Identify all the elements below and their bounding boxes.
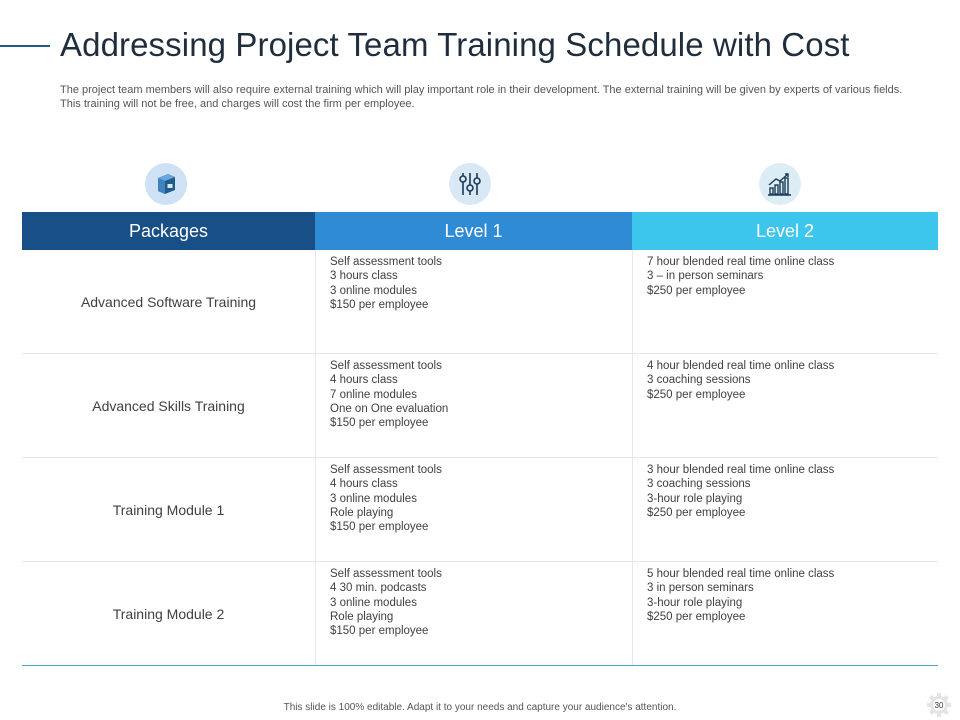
- page-title: Addressing Project Team Training Schedule with Cost: [60, 26, 850, 63]
- detail-line: 3 hour blended real time online class: [647, 464, 835, 476]
- detail-line: $250 per employee: [647, 284, 746, 297]
- table-row: [22, 562, 938, 666]
- level-1-details: [315, 354, 632, 457]
- detail-line: $150 per employee: [330, 417, 429, 430]
- detail-line: Self assessment tools: [330, 256, 442, 268]
- title-rule: [0, 45, 50, 47]
- table-row: [22, 354, 938, 458]
- detail-line: Self assessment tools: [330, 464, 442, 476]
- level-1-details: [315, 562, 632, 665]
- detail-line: 3 – in person seminars: [647, 270, 764, 283]
- detail-line: 3 coaching sessions: [647, 374, 751, 387]
- detail-line: 4 30 min. podcasts: [330, 582, 427, 595]
- detail-line: $150 per employee: [330, 625, 429, 638]
- detail-line: 7 hour blended real time online class: [647, 256, 835, 268]
- package-icon: [145, 163, 187, 205]
- detail-line: $250 per employee: [647, 506, 746, 519]
- detail-line: $250 per employee: [647, 610, 746, 623]
- detail-line: $150 per employee: [330, 298, 429, 311]
- training-table: [22, 212, 938, 666]
- detail-line: Role playing: [330, 610, 394, 623]
- detail-line: 3 coaching sessions: [647, 478, 751, 491]
- package-name: Advanced Software Training: [80, 293, 257, 310]
- level-1-details: [315, 458, 632, 561]
- page-subtitle: The project team members will also require external training which will play important role in their development. The external training will be given by experts of various fields. This training will not be free, and charges will cost the firm per employee.: [60, 84, 903, 110]
- package-name: Training Module 2: [112, 605, 225, 622]
- growth-chart-icon: [759, 163, 801, 205]
- level-2-details: [632, 458, 938, 561]
- detail-line: 4 hour blended real time online class: [647, 360, 835, 372]
- table-row: [22, 250, 938, 354]
- level-1-details: [315, 250, 632, 353]
- header-level-2: Level 2: [632, 212, 938, 250]
- detail-line: 7 online modules: [330, 388, 417, 401]
- detail-line: 3 hours class: [330, 270, 398, 283]
- level-2-details: [632, 250, 938, 353]
- detail-line: One on One evaluation: [330, 402, 449, 415]
- header-packages: Packages: [22, 212, 315, 250]
- detail-line: 3 online modules: [330, 284, 417, 297]
- page-number: 30: [934, 700, 944, 710]
- detail-line: 3 online modules: [330, 492, 417, 505]
- table-header: [22, 212, 938, 250]
- header-level-1: Level 1: [315, 212, 632, 250]
- package-name: Advanced Skills Training: [92, 397, 245, 414]
- footer-note: This slide is 100% editable. Adapt it to your needs and capture your audience's attention.: [283, 702, 677, 713]
- level-2-details: [632, 354, 938, 457]
- level-2-details: [632, 562, 938, 665]
- detail-line: 4 hours class: [330, 478, 398, 491]
- detail-line: 4 hours class: [330, 374, 398, 387]
- detail-line: 3 online modules: [330, 596, 417, 609]
- detail-line: $250 per employee: [647, 388, 746, 401]
- sliders-icon: [449, 163, 491, 205]
- table-row: [22, 458, 938, 562]
- detail-line: 3-hour role playing: [647, 492, 743, 505]
- detail-line: 3 in person seminars: [647, 582, 754, 595]
- detail-line: Self assessment tools: [330, 360, 442, 372]
- package-name: Training Module 1: [112, 501, 225, 518]
- detail-line: 3-hour role playing: [647, 596, 743, 609]
- detail-line: Role playing: [330, 506, 394, 519]
- detail-line: $150 per employee: [330, 521, 429, 534]
- detail-line: 5 hour blended real time online class: [647, 568, 835, 580]
- detail-line: Self assessment tools: [330, 568, 442, 580]
